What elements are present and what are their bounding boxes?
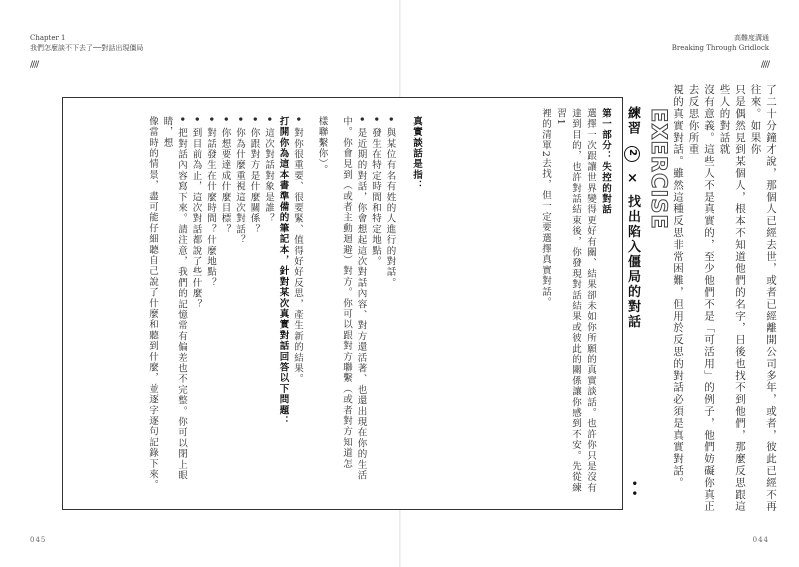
question-item: • 你為什麼重視這次對話？ — [234, 116, 245, 246]
left-slash-ornament: //// — [30, 60, 39, 70]
part-one — [513, 108, 613, 503]
question-item: • 把對話內容寫下來。請注意，我們的記憶常有偏差也不完整。你可以閉上眼睛，想 — [161, 116, 187, 481]
book-subtitle: Breaking Through Gridlock — [671, 44, 769, 52]
bullet-icon: • — [190, 116, 202, 128]
list-item: • 發生在特定時間和特定地點。 — [370, 116, 381, 267]
exercise-heading — [623, 106, 641, 330]
left-page-number: 045 — [30, 536, 47, 544]
exercise-title: 找出陷入僵局的對話 — [625, 194, 640, 330]
bullet-icon: • — [370, 116, 381, 128]
list-item: • 是近期的對話，你會想起這次對話內容、對方還活著、也還出現在你的生活 — [355, 116, 367, 481]
bullet-icon: • — [263, 116, 274, 128]
bullet-icon: • — [219, 116, 231, 128]
real-talk-heading: 真實談話是指： — [411, 116, 422, 191]
part-line: 裡的清單2去找，但一定要選擇真實對話。 — [540, 108, 551, 308]
times-mark: × — [625, 171, 640, 189]
exercise-box — [62, 97, 671, 510]
right-running-head — [672, 33, 769, 53]
right-page-number: 044 — [752, 536, 769, 544]
bullet-icon: • — [205, 116, 216, 128]
exercise-dots: • • — [628, 480, 639, 497]
question-item-continued: 像當時的情景，盡可能仔細聽自己說了什麼和聽到什麼，並逐字逐句記錄下來。 — [147, 116, 158, 491]
exercise-number: 2 — [624, 146, 640, 162]
body-line: 視的真實對話。雖然這種反思非常困難，但用於反思的對話必須是真實對話。 — [672, 84, 684, 489]
question-item: • 你跟對方是什麼關係？ — [248, 116, 260, 235]
left-running-head — [30, 33, 143, 53]
body-line: 沒有意義。這些人不是真實的，至少他們不是「可活用」的例子，他們妨礙你真正去反思你所重 — [687, 84, 715, 513]
part-one-heading: 第一部分：失控的對話 — [600, 108, 611, 215]
part-line: 選擇一次跟讓世界變得更好有關、結果卻未如你所願的真實談話。也許你只是沒有 — [585, 108, 596, 494]
body-line: 只是偶然見到某個人，根本不知道他們的名字，日後也找不到他們，那麼反思跟這些人的對話就 — [718, 84, 746, 513]
practice-label: 練習 — [625, 106, 640, 136]
right-page-body — [668, 84, 778, 514]
bullet-icon: • — [176, 116, 187, 128]
question-item: • 這次對話對象是誰？ — [263, 116, 274, 225]
right-slash-ornament: //// — [760, 60, 769, 70]
book-title: 高難度溝通 — [734, 34, 769, 42]
question-item: • 對話發生在什麼時間？什麼地點？ — [205, 116, 216, 289]
part-line: 達到目的，也許對話結束後，你發現對話結果或彼此的關係讓你感到不安。先從練習1 — [555, 108, 581, 494]
bullet-icon: • — [355, 116, 367, 128]
body-line: 了二十分鐘才說，那個人已經去世，或者已經離開公司多年，或者，彼此已經不再往來。如果你 — [749, 84, 777, 513]
list-item: • 對你很重要、很要緊、值得好好反思，產生新的結果。 — [292, 116, 303, 385]
notebook-prompt: 打開你為這本書準備的筆記本，針對某次真實對話回答以下問題： — [277, 116, 289, 427]
question-item: • 到目前為止，這次對話都說了些什麼？ — [190, 116, 202, 310]
list-item-continued: 樣聯繫你）。 — [316, 116, 328, 176]
bullet-icon: • — [384, 116, 396, 128]
list-item-continued: 中。你會見到（或者主動迴避）對方。你可以跟對方聯繫（或者對方知道怎 — [341, 116, 352, 470]
list-item: • 與某位有名有姓的人進行的對話。 — [384, 116, 396, 289]
question-item: • 你想要達成什麼目標？ — [219, 116, 231, 235]
bullet-icon: • — [234, 116, 245, 128]
real-talk-section — [133, 116, 423, 496]
chapter-label: Chapter 1 — [30, 34, 66, 42]
bullet-icon: • — [248, 116, 260, 128]
bullet-icon: • — [292, 116, 303, 128]
chapter-title: 我們怎麼談不下去了──對話出現僵局 — [30, 44, 144, 52]
exercise-label: EXERCISE — [647, 108, 671, 230]
